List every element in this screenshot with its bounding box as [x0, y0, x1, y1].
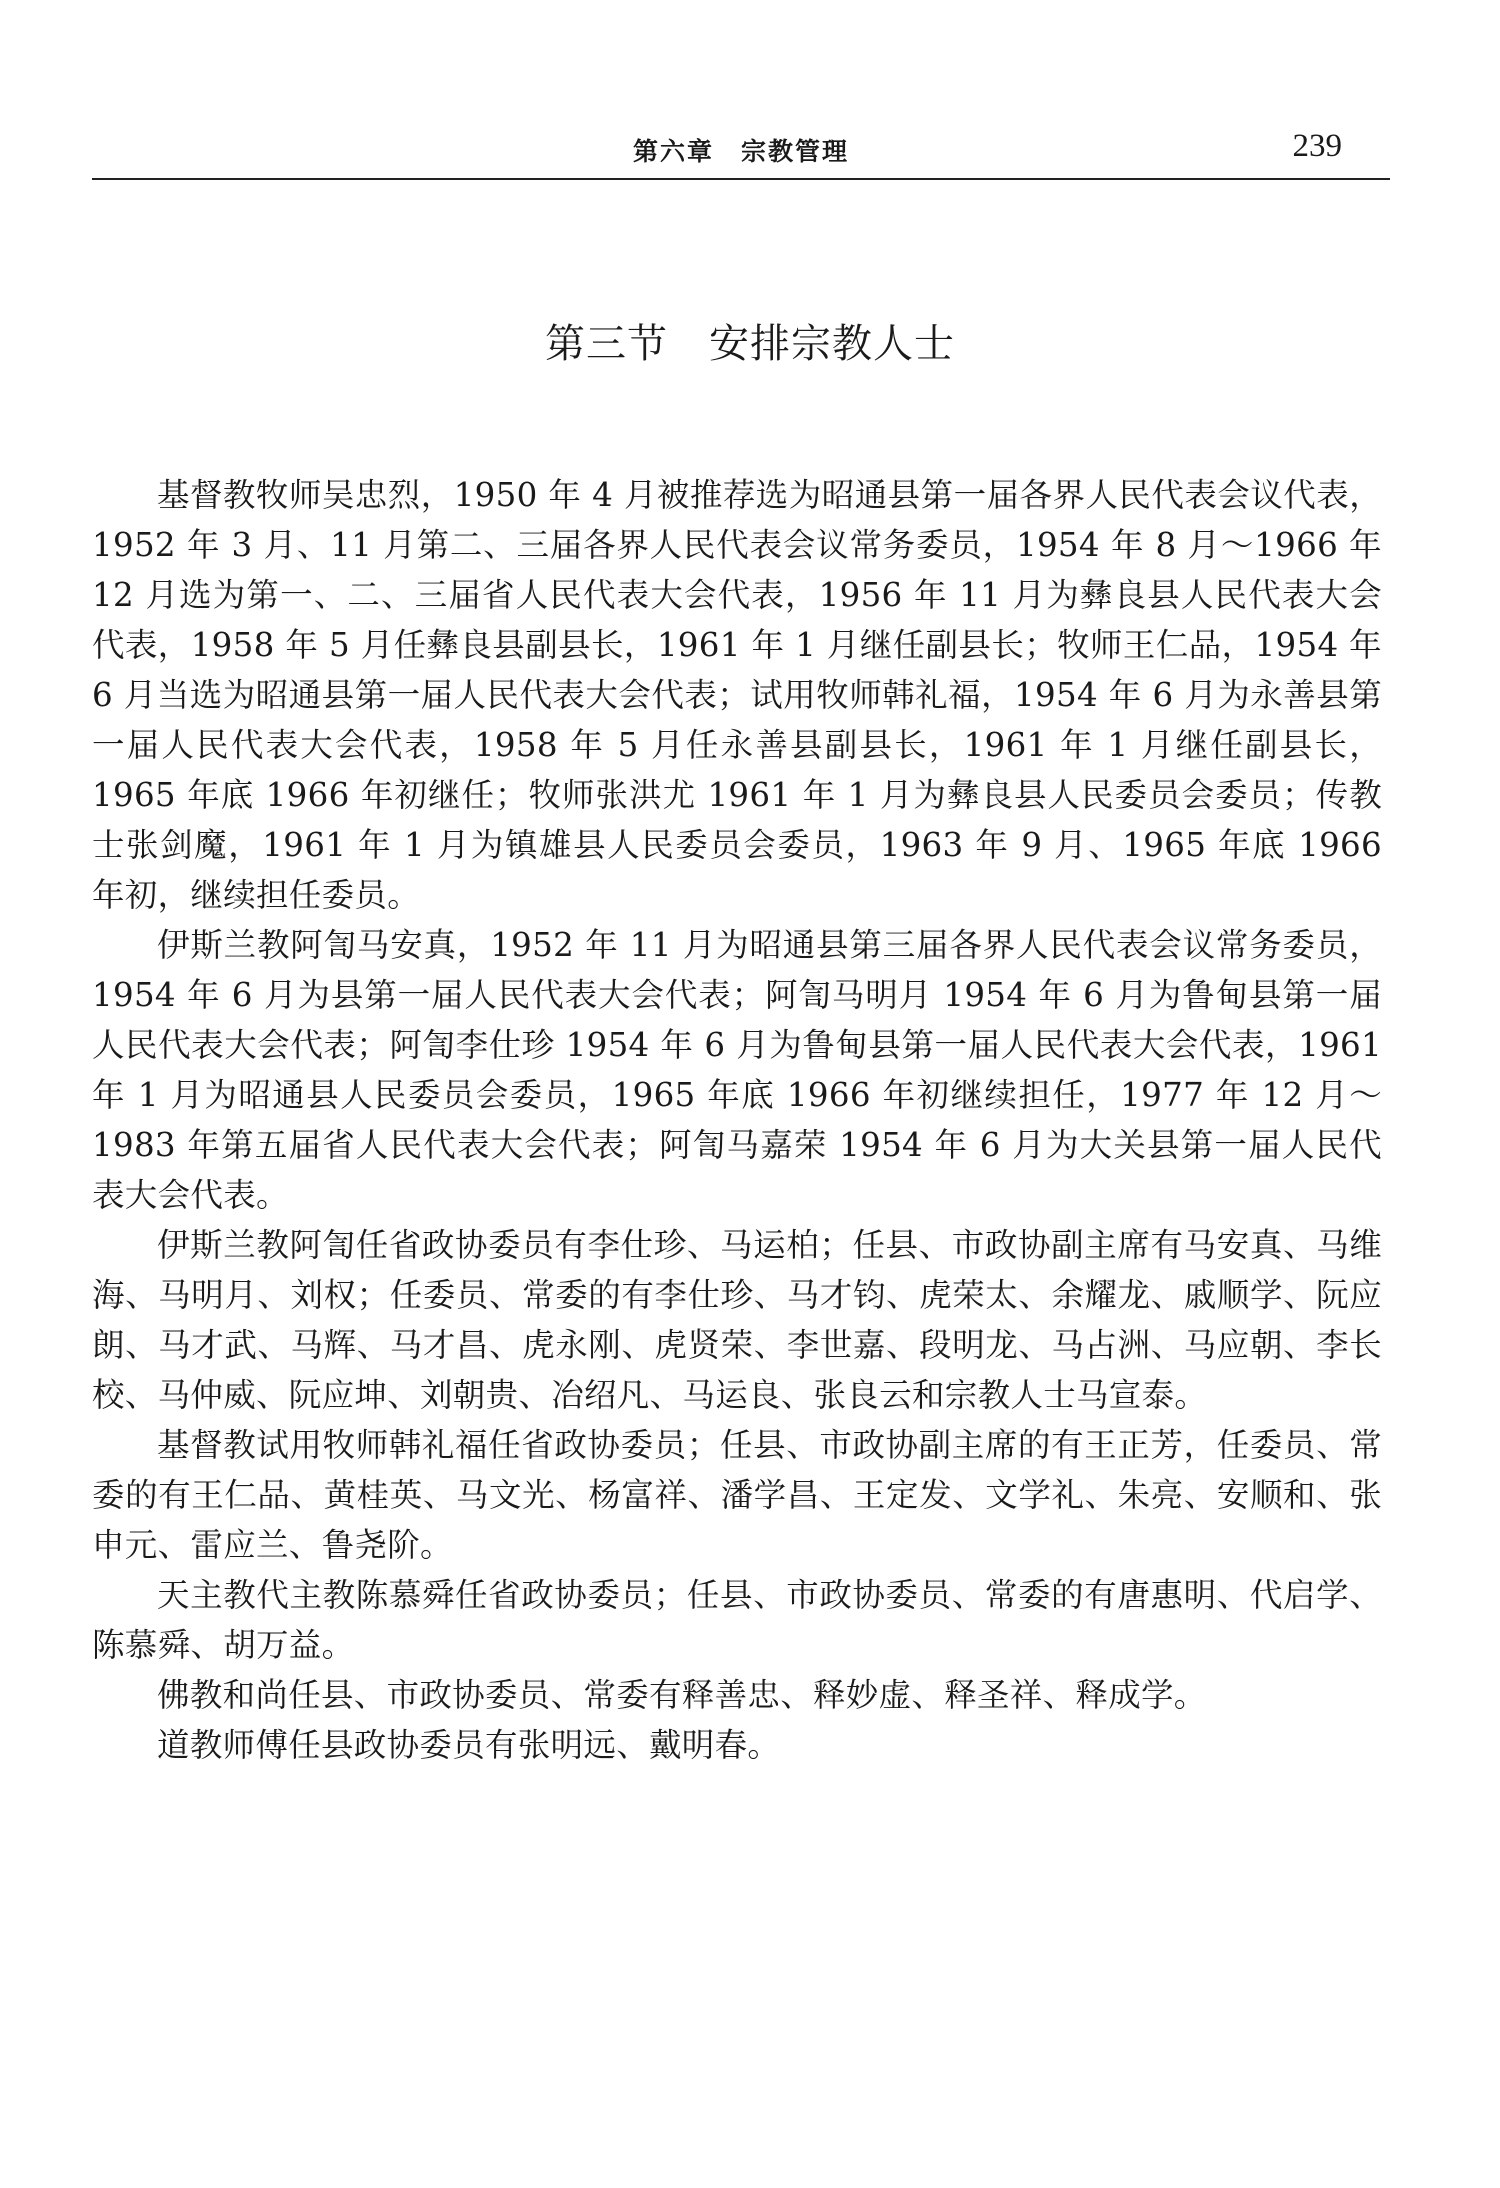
- running-header: [92, 128, 1390, 180]
- paragraph-taoist-cppcc: 道教师傅任县政协委员有张明远、戴明春。: [157, 1726, 781, 1764]
- paragraph-islam-deputies: 伊斯兰教阿訇马安真，1952 年 11 月为昭通县第三届各界人民代表会议常务委员，1954 年 6 月为县第一届人民代表大会代表；阿訇马明月 1954 年 6 月为鲁甸县第一届人民代表大会代表；阿訇李仕珍 1954 年 6 月为鲁甸县第一届人民代表大会代表，1961 年 1 月为昭通县人民委员会委员，1965 年底 1966 年初继续担任，1977 年 12 月～1983 年第五届省人民代表大会代表；阿訇马嘉荣 1954 年 6 月为大关县第一届人民代表大会代表。: [92, 926, 1382, 1214]
- paragraph-islam-cppcc: 伊斯兰教阿訇任省政协委员有李仕珍、马运柏；任县、市政协副主席有马安真、马维海、马明月、刘权；任委员、常委的有李仕珍、马才钧、虎荣太、余耀龙、戚顺学、阮应朗、马才武、马辉、马才昌、虎永刚、虎贤荣、李世嘉、段明龙、马占洲、马应朝、李长校、马仲威、阮应坤、刘朝贵、冶绍凡、马运良、张良云和宗教人士马宣泰。: [92, 1226, 1382, 1414]
- body-text: [92, 470, 1382, 1770]
- paragraph-buddhist-cppcc: 佛教和尚任县、市政协委员、常委有释善忠、释妙虚、释圣祥、释成学。: [157, 1676, 1207, 1714]
- paragraph-protestant-deputies: 基督教牧师吴忠烈，1950 年 4 月被推荐选为昭通县第一届各界人民代表会议代表，1952 年 3 月、11 月第二、三届各界人民代表会议常务委员，1954 年 8 月～1966 年 12 月选为第一、二、三届省人民代表大会代表，1956 年 11 月为彝良县人民代表大会代表，1958 年 5 月任彝良县副县长，1961 年 1 月继任副县长；牧师王仁品，1954 年 6 月当选为昭通县第一届人民代表大会代表；试用牧师韩礼福，1954 年 6 月为永善县第一届人民代表大会代表，1958 年 5 月任永善县副县长，1961 年 1 月继任副县长，1965 年底 1966 年初继任；牧师张洪尤 1961 年 1 月为彝良县人民委员会委员；传教士张剑魔，1961 年 1 月为镇雄县人民委员会委员，1963 年 9 月、1965 年底 1966 年初，继续担任委员。: [92, 476, 1382, 914]
- page-number: 239: [1292, 128, 1342, 164]
- running-title: 第六章 宗教管理: [632, 137, 849, 166]
- paragraph-catholic-cppcc: 天主教代主教陈慕舜任省政协委员；任县、市政协委员、常委的有唐惠明、代启学、陈慕舜、胡万益。: [92, 1576, 1382, 1664]
- paragraph-protestant-cppcc: 基督教试用牧师韩礼福任省政协委员；任县、市政协副主席的有王正芳，任委员、常委的有王仁品、黄桂英、马文光、杨富祥、潘学昌、王定发、文学礼、朱亮、安顺和、张申元、雷应兰、鲁尧阶。: [92, 1426, 1382, 1564]
- section-title: 第三节 安排宗教人士: [545, 321, 955, 367]
